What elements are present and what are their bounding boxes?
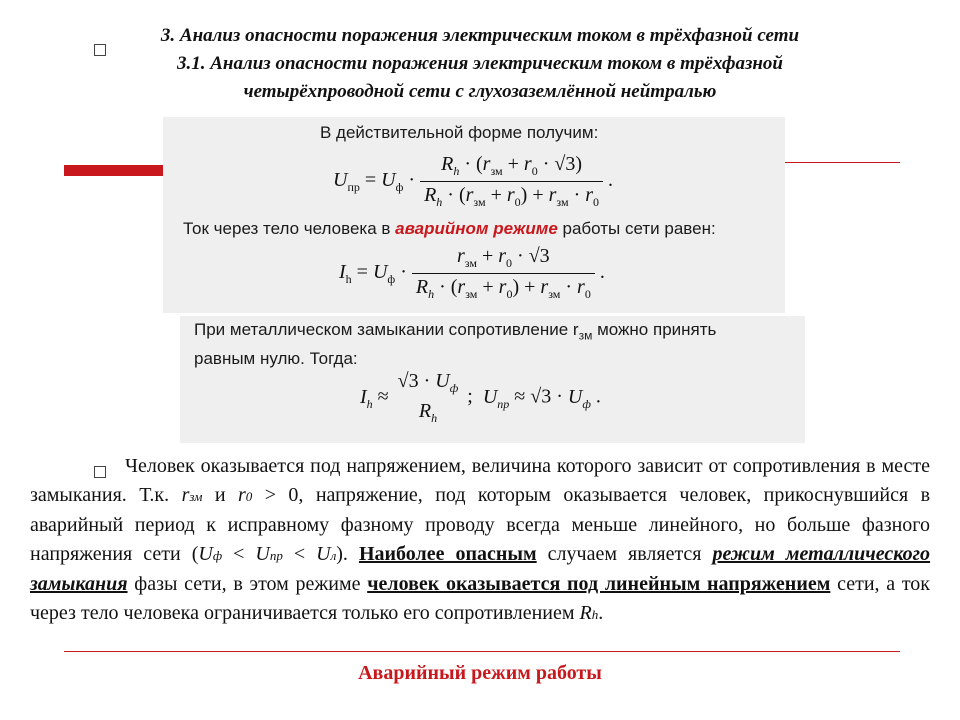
formula-image-2 — [180, 316, 805, 443]
eq1-lhs-sub: пр — [347, 180, 360, 195]
slide-title-line-3: четырёхпроводной сети с глухозаземлённой нейтралью — [243, 81, 717, 102]
eq2-lhs-sub: h — [345, 272, 352, 287]
paragraph-1: Человек оказывается под напряжением, величина которого зависит от сопротивления в месте замыкания. Т.к. rзм и r0 > 0, напряжение, под которым оказывается человек, прикоснувшийся в аварийный период к исправному фазному проводу всегда меньше линейного, но больше фазного напряжения сети (Uф < Uпр < Uл). Наиболее опасным случаем является режим металлического замыкания фазы сети, в этом режиме человек оказывается под линейным напряжением сети, а ток через тело человека ограничивается только его сопротивлением Rh. — [30, 455, 931, 624]
equation-upr: $U_{пр} = U_ф$ · $\frac{R_h \cdot (r_{зм} + r_0 \cdot √3)}{R_h \cdot (r_{зм} + r_0) + r_{зм} \cdot r_0}$ . — [333, 153, 614, 209]
eq2-caption: Ток через тело человека в аварийном режиме работы сети равен: — [183, 219, 716, 238]
accent-red-line-bottom — [64, 651, 900, 652]
eq1-fraction: $\frac{R_h \cdot (r_{зм} + r_0 \cdot √3)}{R_h \cdot (r_{зм} + r_0) + r_{зм} \cdot r_0}$ — [420, 153, 603, 210]
footer-label: Аварийный режим работы — [358, 662, 602, 684]
square-bullet-icon — [94, 44, 106, 56]
metal-fault-phrase: режим металлического замыкания — [30, 542, 931, 595]
emergency-mode-highlight: аварийном режиме — [395, 219, 558, 238]
body-paragraph — [30, 452, 930, 629]
formula-intro-text: В действительной форме получим: — [320, 123, 599, 142]
equation-ih: $I_h = U_ф$ · $\frac{r_{зм} + r_0 \cdot √3}{R_h \cdot (r_{зм} + r_0) + r_{зм} \cdot r_0}$ . — [339, 245, 605, 301]
slide-title-block — [40, 22, 920, 106]
slide-title-line-1: 3. Анализ опасности поражения электрическим током в трёхфазной сети — [160, 25, 800, 46]
formula-image-1 — [163, 117, 785, 313]
accent-red-line-top — [784, 162, 900, 163]
accent-red-bar — [64, 165, 168, 176]
equation-approx: $I_h$ ≈ $√3 \cdot U_ф$ $R_h$ ; $U_{пр} \approx √3 \cdot U_ф$ . — [360, 370, 601, 425]
eq2-fraction: $\frac{r_{зм} + r_0 \cdot √3}{R_h \cdot (r_{зм} + r_0) + r_{зм} \cdot r_0}$ — [412, 245, 595, 302]
eq1-lhs: U — [333, 169, 348, 192]
eq2-lhs: I — [339, 261, 346, 284]
line-voltage-phrase: человек оказывается под линейным напряжением — [367, 573, 831, 595]
metal-fault-text: При металлическом замыкании сопротивление $r_{зм}$ можно принять равным нулю. Тогда: — [194, 320, 717, 369]
slide-title-line-2: 3.1. Анализ опасности поражения электрическим током в трёхфазной — [177, 53, 783, 74]
most-dangerous-phrase: Наиболее опасным — [358, 542, 537, 565]
